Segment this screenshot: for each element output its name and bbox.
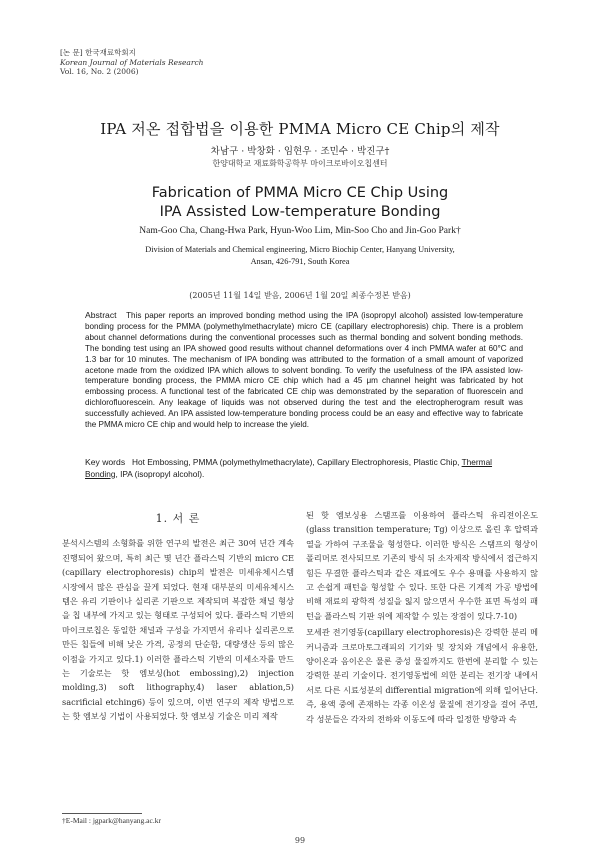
abstract-label: Abstract bbox=[85, 310, 117, 320]
page-number: 99 bbox=[294, 836, 306, 845]
english-title bbox=[0, 184, 600, 222]
journal-volume: Vol. 16, No. 2 (2006) bbox=[60, 67, 139, 77]
affiliation-line1: Division of Materials and Chemical engineering, Micro Biochip Center, Hanyang University, bbox=[145, 245, 455, 254]
english-affiliation bbox=[60, 244, 540, 268]
korean-affiliation: 한양대학교 재료화학공학부 마이크로바이오칩센터 bbox=[212, 159, 388, 168]
korean-title: IPA 저온 접합법을 이용한 PMMA Micro CE Chip의 제작 bbox=[100, 120, 500, 138]
right-paragraph-2: 모세관 전기영동(capillary electrophoresis)은 강력한 분리 메커니즘과 크로마토그래피의 기기와 및 장치와 개념에서 유용한, 양이온과 음이온은 물론 중성 물질까지도 한번에 분리할 수 있는 강력한 분리 기술이다. 전기영동법에 의한 분리는 전기장 내에서 서로 다른 시료성분의 differential migration에 의해 일어난다. 즉, 용액 중에 존재하는 각종 이온성 물질에 전기장을 걸어 주면, 각 성분들은 각자의 전하와 이동도에 따라 일정한 방향과 속 bbox=[306, 627, 538, 724]
korean-authors: 차남구 · 박창화 · 임현우 · 조민수 · 박진구† bbox=[210, 146, 390, 157]
journal-header bbox=[60, 48, 203, 77]
right-paragraph-1: 된 핫 엠보싱용 스탬프를 이용하여 플라스틱 유리전이온도 (glass transition temperature; Tg) 이상으로 올린 후 압력과 열을 가하여 구조물을 형성한다. 이러한 방식은 스탬프의 형상이 폴리머로 전사되므로 기존의 방식 뒤 소자제작 방식에서 접근하지 힘든 무결한 플라스틱과 같은 재료에도 우수 용매를 사용하지 않고 손쉽게 패턴을 형성할 수 있다. 또한 다른 기계적 가공 방법에 비해 재료의 광학적 성질을 잃지 않으면서 우수한 표면 특성의 패턴을 플라스틱 기판 위에 제작할 수 있는 장점이 있다.7-10) bbox=[306, 510, 538, 621]
english-title-line1: Fabrication of PMMA Micro CE Chip Using bbox=[151, 185, 449, 201]
english-title-line2: IPA Assisted Low-temperature Bonding bbox=[159, 204, 441, 220]
left-column bbox=[62, 512, 294, 724]
keywords-tail: , IPA (isopropyl alcohol). bbox=[115, 468, 205, 479]
keywords-label: Key words bbox=[85, 457, 126, 467]
received-dates: (2005년 11월 14일 받음, 2006년 1월 20일 최종수정본 받음) bbox=[189, 291, 411, 300]
introduction-paragraph: 분석시스템의 소형화를 위한 연구의 발전은 최근 30여 년간 계속 진행되어 왔으며, 특히 최근 몇 년간 플라스틱 기반의 micro CE (capillary electrophoresis) chip의 발전은 미세유체시스템 시장에서 많은 관심을 끌게 되었다. 현재 대부분의 미세유체시스템은 유리 기판이나 실리콘 기판으로 제작되며 복잡한 채널 형상을 칩 내부에 가지고 있는 형태로 구성되어 있다. 플라스틱 기반의 마이크로칩은 동일한 채널과 구성을 가지면서 유리나 실리콘으로 만든 칩들에 비해 낮은 가격, 공정의 단순함, 대량생산 등의 많은 이점을 가지고 있다.1) 이러한 플라스틱 기반의 미세소자를 만드는 기술로는 핫 엠보싱(hot embossing),2) injection molding,3) soft lithography,4) laser ablation,5) sacrificial etching6) 등이 있으며, 이번 연구의 제작 방법으로는 핫 엠보싱 기법이 사용되었다. 핫 엠보싱 기술은 미리 제작 bbox=[62, 538, 294, 722]
keywords-text: Hot Embossing, PMMA (polymethylmethacrylate), Capillary Electrophoresis, Plastic Chip, bbox=[132, 457, 460, 467]
footnote-email: †E-Mail : jgpark@hanyang.ac.kr bbox=[62, 816, 161, 825]
abstract-text: This paper reports an improved bonding method using the IPA (isopropyl alcohol) assisted low-temperature bonding process for the PMMA (polymethylmethacrylate) micro CE (capillary electrophoresis) chip. There is a problem about channel deformations during the conventional processes such as thermal bonding and solvent bonding methods. The bonding test using an IPA showed good results without channel deformations over 4 inch PMMA wafer at 60°C and 1.3 bar for 10 minutes. The mechanism of IPA bonding was attributed to the formation of a small amount of vaporized acetone made from the oxidized IPA which allows to solvent bonding. To verify the usefulness of the IPA assisted low-temperature bonding process, the PMMA micro CE chip which had a 45 μm channel height was fabricated by hot embossing process. A functional test of the fabricated CE chip was demonstrated by the separation of fluorescein and dichlorofluorescein. Any leakage of liquids was not observed during the test and the electropherogram result was successfully achieved. An IPA assisted low-temperature bonding process could be an easy and effective way to fabricate the PMMA micro CE chip and would help to increase the yield. bbox=[85, 311, 523, 430]
keywords-underlined: Thermal Bonding bbox=[85, 457, 493, 479]
section-heading: 1. 서 론 bbox=[155, 512, 201, 525]
journal-korean-name: [논 문] 한국재료학회지 bbox=[60, 48, 136, 57]
journal-english-name: Korean Journal of Materials Research bbox=[60, 57, 204, 67]
abstract bbox=[85, 310, 523, 431]
affiliation-line2: Ansan, 426-791, South Korea bbox=[250, 257, 350, 266]
right-column bbox=[306, 508, 538, 726]
english-authors: Nam-Goo Cha, Chang-Hwa Park, Hyun-Woo Lim, Min-Soo Cho and Jin-Goo Park† bbox=[139, 226, 461, 236]
footnote-divider bbox=[62, 813, 142, 814]
keywords bbox=[85, 457, 523, 480]
